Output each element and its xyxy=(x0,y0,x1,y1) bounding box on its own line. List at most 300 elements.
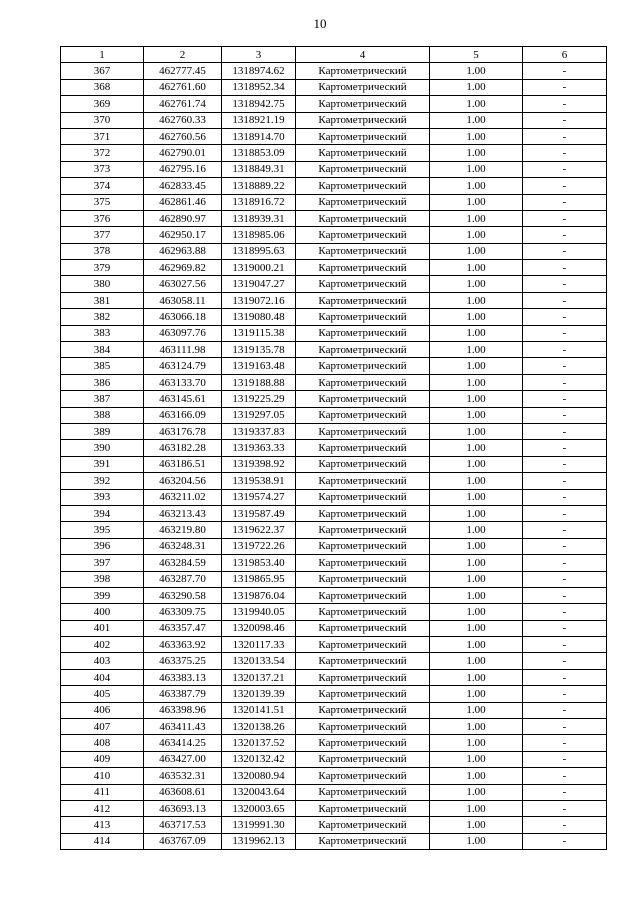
accuracy-cell: 1.00 xyxy=(430,309,523,325)
method-cell: Картометрический xyxy=(296,735,430,751)
y-coordinate-cell: 1318942.75 xyxy=(222,96,296,112)
note-cell: - xyxy=(523,96,607,112)
table-row xyxy=(61,489,607,505)
note-cell: - xyxy=(523,489,607,505)
x-coordinate-cell: 462963.88 xyxy=(144,243,222,259)
accuracy-cell: 1.00 xyxy=(430,128,523,144)
point-number-cell: 384 xyxy=(61,342,144,358)
accuracy-cell: 1.00 xyxy=(430,522,523,538)
table-row xyxy=(61,342,607,358)
method-cell: Картометрический xyxy=(296,555,430,571)
method-cell: Картометрический xyxy=(296,276,430,292)
table-row xyxy=(61,571,607,587)
table-row xyxy=(61,686,607,702)
note-cell: - xyxy=(523,735,607,751)
point-number-cell: 370 xyxy=(61,112,144,128)
accuracy-cell: 1.00 xyxy=(430,800,523,816)
method-cell: Картометрический xyxy=(296,79,430,95)
y-coordinate-cell: 1320098.46 xyxy=(222,620,296,636)
table-row xyxy=(61,96,607,112)
method-cell: Картометрический xyxy=(296,473,430,489)
method-cell: Картометрический xyxy=(296,227,430,243)
x-coordinate-cell: 462833.45 xyxy=(144,178,222,194)
x-coordinate-cell: 463693.13 xyxy=(144,800,222,816)
note-cell: - xyxy=(523,637,607,653)
note-cell: - xyxy=(523,243,607,259)
method-cell: Картометрический xyxy=(296,620,430,636)
point-number-cell: 396 xyxy=(61,538,144,554)
point-number-cell: 372 xyxy=(61,145,144,161)
point-number-cell: 389 xyxy=(61,423,144,439)
y-coordinate-cell: 1319080.48 xyxy=(222,309,296,325)
x-coordinate-cell: 463411.43 xyxy=(144,719,222,735)
point-number-cell: 381 xyxy=(61,292,144,308)
y-coordinate-cell: 1319587.49 xyxy=(222,505,296,521)
x-coordinate-cell: 462760.56 xyxy=(144,128,222,144)
method-cell: Картометрический xyxy=(296,309,430,325)
table-row xyxy=(61,735,607,751)
point-number-cell: 413 xyxy=(61,817,144,833)
x-coordinate-cell: 463219.80 xyxy=(144,522,222,538)
y-coordinate-cell: 1318853.09 xyxy=(222,145,296,161)
point-number-cell: 375 xyxy=(61,194,144,210)
table-row xyxy=(61,194,607,210)
point-number-cell: 398 xyxy=(61,571,144,587)
method-cell: Картометрический xyxy=(296,145,430,161)
method-cell: Картометрический xyxy=(296,571,430,587)
note-cell: - xyxy=(523,440,607,456)
point-number-cell: 414 xyxy=(61,833,144,849)
method-cell: Картометрический xyxy=(296,800,430,816)
header-cell: 4 xyxy=(296,47,430,63)
table-row xyxy=(61,833,607,849)
method-cell: Картометрический xyxy=(296,161,430,177)
point-number-cell: 408 xyxy=(61,735,144,751)
table-row xyxy=(61,227,607,243)
table-row xyxy=(61,719,607,735)
accuracy-cell: 1.00 xyxy=(430,178,523,194)
point-number-cell: 385 xyxy=(61,358,144,374)
point-number-cell: 406 xyxy=(61,702,144,718)
note-cell: - xyxy=(523,587,607,603)
y-coordinate-cell: 1320138.26 xyxy=(222,719,296,735)
table-row xyxy=(61,210,607,226)
point-number-cell: 369 xyxy=(61,96,144,112)
accuracy-cell: 1.00 xyxy=(430,768,523,784)
table-row xyxy=(61,309,607,325)
point-number-cell: 403 xyxy=(61,653,144,669)
note-cell: - xyxy=(523,719,607,735)
header-cell: 2 xyxy=(144,47,222,63)
y-coordinate-cell: 1318849.31 xyxy=(222,161,296,177)
table-row xyxy=(61,751,607,767)
point-number-cell: 412 xyxy=(61,800,144,816)
y-coordinate-cell: 1319538.91 xyxy=(222,473,296,489)
note-cell: - xyxy=(523,227,607,243)
x-coordinate-cell: 463427.00 xyxy=(144,751,222,767)
note-cell: - xyxy=(523,128,607,144)
point-number-cell: 402 xyxy=(61,637,144,653)
table-row xyxy=(61,358,607,374)
x-coordinate-cell: 463375.25 xyxy=(144,653,222,669)
x-coordinate-cell: 463248.31 xyxy=(144,538,222,554)
header-cell: 6 xyxy=(523,47,607,63)
accuracy-cell: 1.00 xyxy=(430,719,523,735)
point-number-cell: 399 xyxy=(61,587,144,603)
note-cell: - xyxy=(523,374,607,390)
point-number-cell: 393 xyxy=(61,489,144,505)
x-coordinate-cell: 463387.79 xyxy=(144,686,222,702)
table-body xyxy=(61,63,607,850)
x-coordinate-cell: 463027.56 xyxy=(144,276,222,292)
x-coordinate-cell: 463058.11 xyxy=(144,292,222,308)
accuracy-cell: 1.00 xyxy=(430,653,523,669)
note-cell: - xyxy=(523,456,607,472)
accuracy-cell: 1.00 xyxy=(430,407,523,423)
note-cell: - xyxy=(523,178,607,194)
method-cell: Картометрический xyxy=(296,719,430,735)
note-cell: - xyxy=(523,423,607,439)
x-coordinate-cell: 463290.58 xyxy=(144,587,222,603)
y-coordinate-cell: 1318914.70 xyxy=(222,128,296,144)
point-number-cell: 371 xyxy=(61,128,144,144)
y-coordinate-cell: 1319876.04 xyxy=(222,587,296,603)
y-coordinate-cell: 1320117.33 xyxy=(222,637,296,653)
accuracy-cell: 1.00 xyxy=(430,391,523,407)
accuracy-cell: 1.00 xyxy=(430,423,523,439)
point-number-cell: 367 xyxy=(61,63,144,79)
table-row xyxy=(61,325,607,341)
method-cell: Картометрический xyxy=(296,325,430,341)
table-row xyxy=(61,653,607,669)
y-coordinate-cell: 1318974.62 xyxy=(222,63,296,79)
note-cell: - xyxy=(523,653,607,669)
header-cell: 3 xyxy=(222,47,296,63)
x-coordinate-cell: 463383.13 xyxy=(144,669,222,685)
accuracy-cell: 1.00 xyxy=(430,63,523,79)
accuracy-cell: 1.00 xyxy=(430,538,523,554)
method-cell: Картометрический xyxy=(296,653,430,669)
table-row xyxy=(61,423,607,439)
note-cell: - xyxy=(523,833,607,849)
table-row xyxy=(61,522,607,538)
point-number-cell: 397 xyxy=(61,555,144,571)
x-coordinate-cell: 462790.01 xyxy=(144,145,222,161)
note-cell: - xyxy=(523,604,607,620)
method-cell: Картометрический xyxy=(296,63,430,79)
x-coordinate-cell: 462969.82 xyxy=(144,260,222,276)
point-number-cell: 374 xyxy=(61,178,144,194)
table-row xyxy=(61,456,607,472)
x-coordinate-cell: 463133.70 xyxy=(144,374,222,390)
table-row xyxy=(61,620,607,636)
x-coordinate-cell: 463211.02 xyxy=(144,489,222,505)
note-cell: - xyxy=(523,407,607,423)
accuracy-cell: 1.00 xyxy=(430,473,523,489)
y-coordinate-cell: 1318995.63 xyxy=(222,243,296,259)
table-row xyxy=(61,79,607,95)
point-number-cell: 387 xyxy=(61,391,144,407)
accuracy-cell: 1.00 xyxy=(430,833,523,849)
x-coordinate-cell: 463124.79 xyxy=(144,358,222,374)
point-number-cell: 382 xyxy=(61,309,144,325)
point-number-cell: 401 xyxy=(61,620,144,636)
method-cell: Картометрический xyxy=(296,391,430,407)
note-cell: - xyxy=(523,276,607,292)
accuracy-cell: 1.00 xyxy=(430,637,523,653)
y-coordinate-cell: 1318939.31 xyxy=(222,210,296,226)
x-coordinate-cell: 463213.43 xyxy=(144,505,222,521)
y-coordinate-cell: 1320139.39 xyxy=(222,686,296,702)
accuracy-cell: 1.00 xyxy=(430,456,523,472)
table-row xyxy=(61,637,607,653)
note-cell: - xyxy=(523,63,607,79)
note-cell: - xyxy=(523,702,607,718)
y-coordinate-cell: 1319398.92 xyxy=(222,456,296,472)
method-cell: Картометрический xyxy=(296,833,430,849)
table-header-row xyxy=(61,47,607,63)
accuracy-cell: 1.00 xyxy=(430,489,523,505)
accuracy-cell: 1.00 xyxy=(430,784,523,800)
x-coordinate-cell: 462761.74 xyxy=(144,96,222,112)
note-cell: - xyxy=(523,391,607,407)
accuracy-cell: 1.00 xyxy=(430,342,523,358)
point-number-cell: 383 xyxy=(61,325,144,341)
y-coordinate-cell: 1320132.42 xyxy=(222,751,296,767)
accuracy-cell: 1.00 xyxy=(430,292,523,308)
y-coordinate-cell: 1319297.05 xyxy=(222,407,296,423)
x-coordinate-cell: 463414.25 xyxy=(144,735,222,751)
accuracy-cell: 1.00 xyxy=(430,440,523,456)
note-cell: - xyxy=(523,112,607,128)
table-row xyxy=(61,407,607,423)
point-number-cell: 411 xyxy=(61,784,144,800)
x-coordinate-cell: 463284.59 xyxy=(144,555,222,571)
accuracy-cell: 1.00 xyxy=(430,260,523,276)
y-coordinate-cell: 1319225.29 xyxy=(222,391,296,407)
method-cell: Картометрический xyxy=(296,669,430,685)
note-cell: - xyxy=(523,260,607,276)
x-coordinate-cell: 462861.46 xyxy=(144,194,222,210)
table-row xyxy=(61,817,607,833)
x-coordinate-cell: 462761.60 xyxy=(144,79,222,95)
table-row xyxy=(61,63,607,79)
method-cell: Картометрический xyxy=(296,178,430,194)
method-cell: Картометрический xyxy=(296,358,430,374)
accuracy-cell: 1.00 xyxy=(430,325,523,341)
method-cell: Картометрический xyxy=(296,96,430,112)
method-cell: Картометрический xyxy=(296,194,430,210)
note-cell: - xyxy=(523,751,607,767)
method-cell: Картометрический xyxy=(296,407,430,423)
y-coordinate-cell: 1320133.54 xyxy=(222,653,296,669)
accuracy-cell: 1.00 xyxy=(430,358,523,374)
x-coordinate-cell: 463111.98 xyxy=(144,342,222,358)
point-number-cell: 405 xyxy=(61,686,144,702)
x-coordinate-cell: 463767.09 xyxy=(144,833,222,849)
x-coordinate-cell: 463287.70 xyxy=(144,571,222,587)
table-row xyxy=(61,145,607,161)
point-number-cell: 373 xyxy=(61,161,144,177)
accuracy-cell: 1.00 xyxy=(430,669,523,685)
x-coordinate-cell: 462777.45 xyxy=(144,63,222,79)
accuracy-cell: 1.00 xyxy=(430,505,523,521)
note-cell: - xyxy=(523,505,607,521)
table-row xyxy=(61,128,607,144)
y-coordinate-cell: 1320043.64 xyxy=(222,784,296,800)
note-cell: - xyxy=(523,800,607,816)
x-coordinate-cell: 463398.96 xyxy=(144,702,222,718)
note-cell: - xyxy=(523,768,607,784)
y-coordinate-cell: 1319115.38 xyxy=(222,325,296,341)
x-coordinate-cell: 463066.18 xyxy=(144,309,222,325)
note-cell: - xyxy=(523,473,607,489)
table-row xyxy=(61,243,607,259)
y-coordinate-cell: 1319337.83 xyxy=(222,423,296,439)
y-coordinate-cell: 1319072.16 xyxy=(222,292,296,308)
method-cell: Картометрический xyxy=(296,604,430,620)
x-coordinate-cell: 463166.09 xyxy=(144,407,222,423)
table-row xyxy=(61,768,607,784)
method-cell: Картометрический xyxy=(296,784,430,800)
accuracy-cell: 1.00 xyxy=(430,112,523,128)
accuracy-cell: 1.00 xyxy=(430,210,523,226)
point-number-cell: 392 xyxy=(61,473,144,489)
coordinates-table xyxy=(60,46,607,850)
x-coordinate-cell: 463204.56 xyxy=(144,473,222,489)
x-coordinate-cell: 463186.51 xyxy=(144,456,222,472)
accuracy-cell: 1.00 xyxy=(430,79,523,95)
y-coordinate-cell: 1319853.40 xyxy=(222,555,296,571)
note-cell: - xyxy=(523,342,607,358)
method-cell: Картометрический xyxy=(296,423,430,439)
y-coordinate-cell: 1319163.48 xyxy=(222,358,296,374)
x-coordinate-cell: 463309.75 xyxy=(144,604,222,620)
table-row xyxy=(61,178,607,194)
table-row xyxy=(61,391,607,407)
table-row xyxy=(61,784,607,800)
point-number-cell: 388 xyxy=(61,407,144,423)
point-number-cell: 379 xyxy=(61,260,144,276)
y-coordinate-cell: 1320003.65 xyxy=(222,800,296,816)
note-cell: - xyxy=(523,325,607,341)
note-cell: - xyxy=(523,522,607,538)
method-cell: Картометрический xyxy=(296,260,430,276)
method-cell: Картометрический xyxy=(296,751,430,767)
note-cell: - xyxy=(523,784,607,800)
accuracy-cell: 1.00 xyxy=(430,686,523,702)
y-coordinate-cell: 1319722.26 xyxy=(222,538,296,554)
y-coordinate-cell: 1318889.22 xyxy=(222,178,296,194)
table-row xyxy=(61,604,607,620)
point-number-cell: 380 xyxy=(61,276,144,292)
y-coordinate-cell: 1320137.21 xyxy=(222,669,296,685)
table-row xyxy=(61,702,607,718)
point-number-cell: 407 xyxy=(61,719,144,735)
y-coordinate-cell: 1318916.72 xyxy=(222,194,296,210)
y-coordinate-cell: 1320141.51 xyxy=(222,702,296,718)
method-cell: Картометрический xyxy=(296,505,430,521)
y-coordinate-cell: 1319188.88 xyxy=(222,374,296,390)
y-coordinate-cell: 1319363.33 xyxy=(222,440,296,456)
accuracy-cell: 1.00 xyxy=(430,276,523,292)
x-coordinate-cell: 463532.31 xyxy=(144,768,222,784)
y-coordinate-cell: 1320080.94 xyxy=(222,768,296,784)
y-coordinate-cell: 1320137.52 xyxy=(222,735,296,751)
method-cell: Картометрический xyxy=(296,817,430,833)
point-number-cell: 390 xyxy=(61,440,144,456)
table-row xyxy=(61,374,607,390)
table-row xyxy=(61,112,607,128)
note-cell: - xyxy=(523,817,607,833)
note-cell: - xyxy=(523,358,607,374)
x-coordinate-cell: 462760.33 xyxy=(144,112,222,128)
point-number-cell: 391 xyxy=(61,456,144,472)
method-cell: Картометрический xyxy=(296,440,430,456)
point-number-cell: 377 xyxy=(61,227,144,243)
table-row xyxy=(61,587,607,603)
table-row xyxy=(61,292,607,308)
accuracy-cell: 1.00 xyxy=(430,243,523,259)
accuracy-cell: 1.00 xyxy=(430,374,523,390)
accuracy-cell: 1.00 xyxy=(430,96,523,112)
accuracy-cell: 1.00 xyxy=(430,145,523,161)
table-row xyxy=(61,260,607,276)
x-coordinate-cell: 463145.61 xyxy=(144,391,222,407)
note-cell: - xyxy=(523,161,607,177)
accuracy-cell: 1.00 xyxy=(430,604,523,620)
x-coordinate-cell: 463363.92 xyxy=(144,637,222,653)
point-number-cell: 395 xyxy=(61,522,144,538)
method-cell: Картометрический xyxy=(296,210,430,226)
accuracy-cell: 1.00 xyxy=(430,571,523,587)
note-cell: - xyxy=(523,194,607,210)
y-coordinate-cell: 1319622.37 xyxy=(222,522,296,538)
note-cell: - xyxy=(523,145,607,161)
header-cell: 1 xyxy=(61,47,144,63)
accuracy-cell: 1.00 xyxy=(430,751,523,767)
table-row xyxy=(61,555,607,571)
x-coordinate-cell: 463176.78 xyxy=(144,423,222,439)
y-coordinate-cell: 1319047.27 xyxy=(222,276,296,292)
x-coordinate-cell: 463608.61 xyxy=(144,784,222,800)
point-number-cell: 400 xyxy=(61,604,144,620)
point-number-cell: 378 xyxy=(61,243,144,259)
page-number: 10 xyxy=(313,16,327,31)
accuracy-cell: 1.00 xyxy=(430,587,523,603)
table-row xyxy=(61,538,607,554)
accuracy-cell: 1.00 xyxy=(430,735,523,751)
y-coordinate-cell: 1319940.05 xyxy=(222,604,296,620)
method-cell: Картометрический xyxy=(296,768,430,784)
note-cell: - xyxy=(523,292,607,308)
method-cell: Картометрический xyxy=(296,342,430,358)
method-cell: Картометрический xyxy=(296,456,430,472)
point-number-cell: 410 xyxy=(61,768,144,784)
x-coordinate-cell: 462950.17 xyxy=(144,227,222,243)
accuracy-cell: 1.00 xyxy=(430,194,523,210)
table-row xyxy=(61,276,607,292)
note-cell: - xyxy=(523,669,607,685)
method-cell: Картометрический xyxy=(296,112,430,128)
y-coordinate-cell: 1319574.27 xyxy=(222,489,296,505)
accuracy-cell: 1.00 xyxy=(430,620,523,636)
table-row xyxy=(61,440,607,456)
note-cell: - xyxy=(523,79,607,95)
method-cell: Картометрический xyxy=(296,374,430,390)
y-coordinate-cell: 1319865.95 xyxy=(222,571,296,587)
point-number-cell: 368 xyxy=(61,79,144,95)
